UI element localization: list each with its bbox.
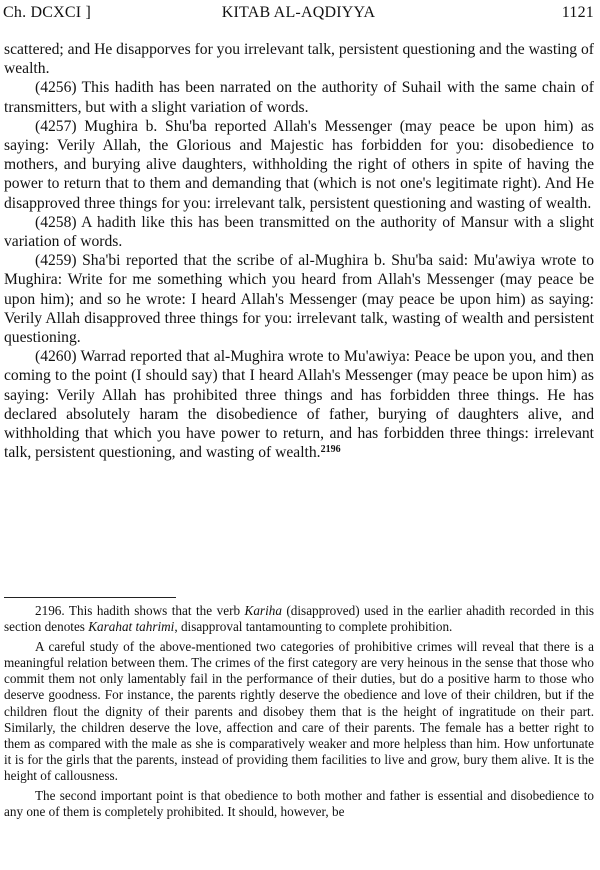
book-title: KITAB AL-AQDIYYA bbox=[221, 4, 376, 21]
hadith-4258: (4258) A hadith like this has been transmitted on the authority of Mansur with a slight variation of words. bbox=[4, 213, 594, 251]
hadith-4260 bbox=[4, 347, 594, 462]
hadith-4256: (4256) This hadith has been narrated on the authority of Suhail with the same chain of transmitters, but with a slight variation of words. bbox=[4, 79, 594, 116]
running-head bbox=[3, 3, 594, 23]
paragraph-continued: scattered; and He disapporves for you irrelevant talk, persistent questioning and the wasting of wealth. bbox=[4, 41, 594, 78]
footnote-separator bbox=[4, 597, 176, 598]
chapter-number: Ch. DCXCI ] bbox=[3, 4, 91, 21]
main-text bbox=[4, 40, 594, 462]
footnote-term: Karahat tahrimi bbox=[88, 619, 175, 635]
hadith-4259: (4259) Sha'bi reported that the scribe of al-Mughira b. Shu'ba said: Mu'awiya wrote to Mughira: Write for me something which you heard from Allah's Messenger (may peace be upon him); and so he wrote: I heard Allah's Messenger (may peace be upon him) as saying: Verily Allah disapproved three things for you: irrelevant talk, wasting of wealth and persistent questioning. bbox=[4, 252, 594, 347]
footnotes bbox=[4, 603, 594, 820]
footnote-paragraph: The second important point is that obedience to both mother and father is essential and disobedience to any one of them is completely prohibited. It should, however, be bbox=[4, 788, 594, 820]
footnote-reference: 2196 bbox=[320, 444, 341, 456]
page-number: 1121 bbox=[561, 4, 594, 21]
hadith-4257: (4257) Mughira b. Shu'ba reported Allah's Messenger (may peace be upon him) as saying: Verily Allah, the Glorious and Majestic has forbidden for you: disobedience to mothers, and burying alive daughters, withholding the right of others in spite of having the power to return that to them and demanding that (which is not one's legitimate right). And He disapproved three things for you: irrelevant talk, persistent questioning and wasting of wealth. bbox=[4, 117, 594, 212]
footnote-paragraph: A careful study of the above-mentioned two categories of prohibitive crimes will reveal that there is a meaningful relation between them. The crimes of the first category are very heinous in the sense that those who commit them not only lamentably fail in the performance of their duties, but do a positive harm to those who deserve goodness. For instance, the parents rightly deserve the obedience and love of their children, but if the children flout the dignity of their parents and disobey them that is the height of ingratitude on their part. Similarly, the children deserve the love, affection and care of their parents. The female has a better right to them as compared with the male as she is comparatively weaker and more helpless than him. How unfortunate it is for the girls that the parents, instead of providing them facilities to live and grow, bury them alive. It is the height of callousness. bbox=[4, 639, 594, 783]
footnote-2196 bbox=[4, 603, 594, 635]
footnote-term: Kariha bbox=[244, 603, 282, 618]
hadith-4260-text: (4260) Warrad reported that al-Mughira wrote to Mu'awiya: Peace be upon you, and then coming to the point (I should say) that I heard Allah's Messenger (may peace be upon him) as saying: Verily Allah has prohibited three things and has forbidden three things. He has declared absolutely haram the disobedience of father, burying of daughters alive, and withholding that which you have power to return, and has forbidden three things: irrelevant talk, persistent questioning, and wasting of wealth. bbox=[4, 348, 594, 462]
footnote-text: (disapproved) used in the earlier ahadith recorded in this section denotes bbox=[4, 603, 595, 635]
footnote-text: 2196. This hadith shows that the verb bbox=[35, 603, 245, 618]
footnote-text: , disapproval tantamounting to complete prohibition. bbox=[174, 619, 453, 635]
